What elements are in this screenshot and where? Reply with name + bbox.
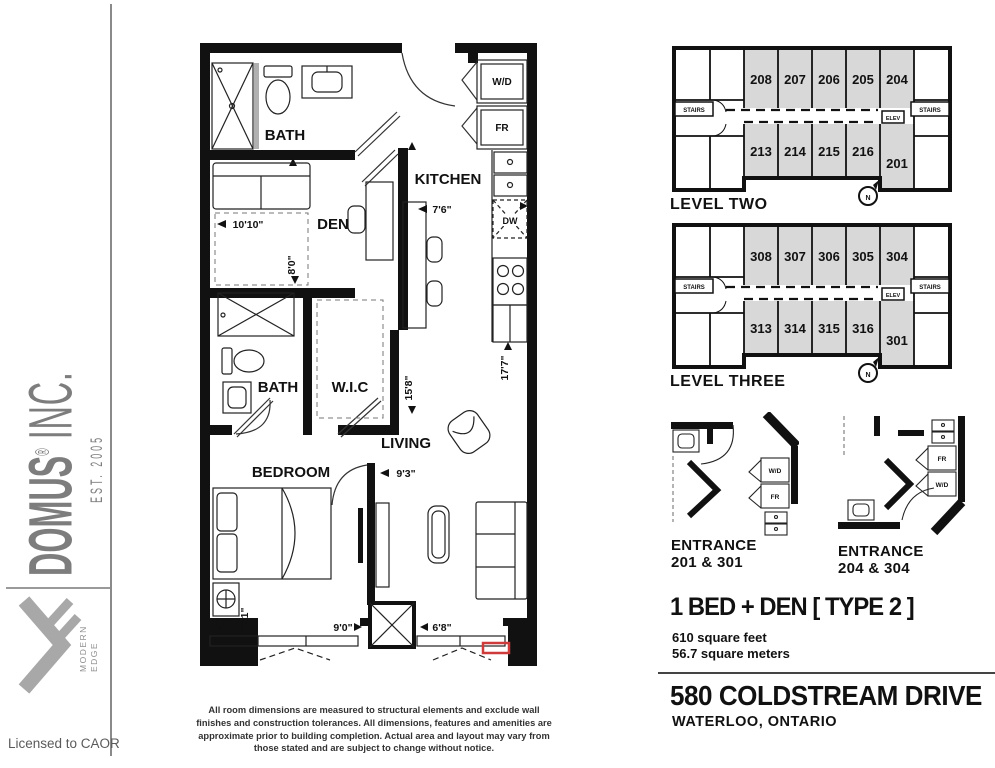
unit-number: 301 xyxy=(886,333,908,348)
unit-number: 308 xyxy=(750,249,772,264)
kitchen-fixtures xyxy=(403,60,527,342)
elevator-label: ELEV xyxy=(885,116,901,122)
entrance-detail-201-301 xyxy=(671,412,799,536)
dim-arrow xyxy=(418,205,427,213)
dim-arrow xyxy=(217,220,226,228)
dim-living-width: 6'8" xyxy=(432,622,452,634)
modern-edge-wordmark xyxy=(78,592,100,672)
unit-number: 306 xyxy=(818,249,840,264)
unit-number: 315 xyxy=(818,321,840,336)
modern-edge-chevron-icon xyxy=(16,593,82,705)
unit-number: 201 xyxy=(886,156,908,171)
entrance-title: ENTRANCE xyxy=(838,543,924,560)
stairs-left-label: STAIRS xyxy=(683,108,705,114)
compass-n: N xyxy=(865,195,871,202)
unit-number: 307 xyxy=(784,249,806,264)
entrance-units: 201 & 301 xyxy=(671,553,743,571)
unit-area-feet: 610 square feet xyxy=(672,630,767,645)
unit-type-title: 1 BED + DEN [ TYPE 2 ] xyxy=(670,593,914,621)
room-label-bedroom: BEDROOM xyxy=(251,464,331,481)
dim-kitchen-depth: 17'7" xyxy=(499,355,511,381)
appliance-label-wd: W/D xyxy=(935,482,949,489)
domus-est-year: EST. 2005 xyxy=(87,434,107,503)
wic-shelves xyxy=(317,300,383,418)
dim-kitchen-width: 7'6" xyxy=(432,204,452,216)
unit-number: 214 xyxy=(784,144,806,159)
elevator-label: ELEV xyxy=(885,293,901,299)
room-label-living: LIVING xyxy=(380,435,432,452)
logo-separator-line xyxy=(6,587,110,589)
tv xyxy=(358,508,363,563)
disclaimer-text: All room dimensions are measured to structural elements and exclude wall finishes and construction tolerances. All dimensions, features and amenities are approximate prior to building completion. Actual area and layout may vary from those stated and are subject to change without notice. xyxy=(196,705,552,754)
entrance-title: ENTRANCE xyxy=(671,537,757,554)
appliance-label-wd: W/D xyxy=(768,468,782,475)
dim-bedroom-wall: 9'3" xyxy=(396,468,416,480)
compass-n: N xyxy=(865,372,871,379)
walls xyxy=(200,43,537,666)
unit-number: 213 xyxy=(750,144,772,159)
angled-wall xyxy=(766,414,797,446)
stairs-left-label: STAIRS xyxy=(683,285,705,291)
info-divider-line xyxy=(658,672,995,674)
keyplan-level-three xyxy=(670,221,954,387)
angled-wall xyxy=(934,502,962,532)
unit-area-meters: 56.7 square meters xyxy=(672,646,790,661)
bedroom-furniture xyxy=(213,488,331,616)
dim-arrow xyxy=(408,406,416,414)
stairs-right-label: STAIRS xyxy=(919,108,941,114)
unit-number: 207 xyxy=(784,72,806,87)
domus-wordmark xyxy=(18,371,86,576)
entrance-units: 204 & 304 xyxy=(838,559,910,577)
entrance-detail-204-304 xyxy=(838,416,966,542)
appliance-label-fr: FR xyxy=(770,494,780,501)
unit-number: 313 xyxy=(750,321,772,336)
dim-living-depth: 15'8" xyxy=(403,375,415,401)
unit-number: 314 xyxy=(784,321,806,336)
unit-floor-plan xyxy=(190,30,550,670)
registered-mark-icon: ® xyxy=(31,448,54,456)
dim-arrow xyxy=(291,276,299,284)
walls xyxy=(671,422,733,444)
room-label-den: DEN xyxy=(317,216,349,233)
entrance-label-2 xyxy=(838,544,924,578)
building-city: WATERLOO, ONTARIO xyxy=(672,714,838,730)
interior-wall xyxy=(886,460,910,508)
dim-arrow xyxy=(380,469,389,477)
edge-label: EDGE xyxy=(89,641,99,672)
interior-wall xyxy=(689,462,717,516)
keyplan-level-two xyxy=(670,44,954,210)
compass-icon xyxy=(859,357,879,382)
unit-number: 204 xyxy=(886,72,908,87)
room-label-kitchen: KITCHEN xyxy=(414,171,482,188)
dim-arrow xyxy=(504,342,512,350)
right-wall xyxy=(791,446,798,504)
appliance-label-dw: DW xyxy=(502,216,518,226)
door-marker xyxy=(408,142,416,150)
sidebar-divider-line xyxy=(110,4,112,756)
appliance-label-fr: FR xyxy=(495,123,509,134)
building-address: 580 COLDSTREAM DRIVE xyxy=(670,680,982,711)
unit-number: 215 xyxy=(818,144,840,159)
level-three-label: LEVEL THREE xyxy=(670,373,786,390)
unit-number: 205 xyxy=(852,72,874,87)
dim-den-depth: 8'0" xyxy=(286,255,298,275)
compass-icon xyxy=(859,180,879,205)
unit-number: 316 xyxy=(852,321,874,336)
room-label-wic: W.I.C xyxy=(331,379,369,396)
licensed-to-text: Licensed to CAOR xyxy=(8,736,120,751)
domus-suffix: INC. xyxy=(18,371,86,440)
dim-den-width: 10'10" xyxy=(232,219,264,231)
domus-name: DOMUS xyxy=(18,455,86,576)
stairs-right-label: STAIRS xyxy=(919,285,941,291)
entrance-label-1 xyxy=(671,538,757,572)
unit-number: 304 xyxy=(886,249,908,264)
appliance-label-wd: W/D xyxy=(492,77,512,88)
domus-logo xyxy=(18,371,107,576)
fixtures xyxy=(673,425,789,535)
dim-bedroom-depth: 12'1" xyxy=(239,607,251,633)
dim-arrow xyxy=(420,623,428,631)
modern-label: MODERN xyxy=(78,625,88,672)
room-label-bath-lower: BATH xyxy=(257,379,299,396)
unit-number: 208 xyxy=(750,72,772,87)
unit-number: 305 xyxy=(852,249,874,264)
unit-number: 216 xyxy=(852,144,874,159)
patio-door xyxy=(370,603,414,647)
appliance-label-fr: FR xyxy=(937,456,947,463)
room-label-bath-upper: BATH xyxy=(264,127,306,144)
level-two-label: LEVEL TWO xyxy=(670,196,768,213)
unit-number: 206 xyxy=(818,72,840,87)
dim-bedroom-width: 9'0" xyxy=(333,622,353,634)
doors xyxy=(234,53,477,505)
